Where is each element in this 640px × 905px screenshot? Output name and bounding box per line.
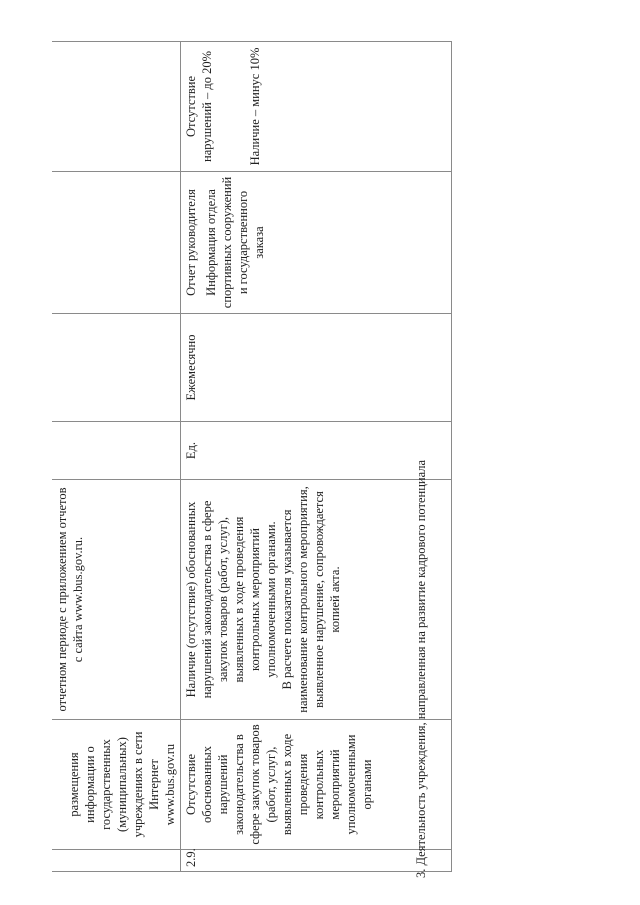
table-row-continuation — [52, 42, 180, 872]
cell-source — [180, 172, 451, 314]
cell-assessment — [180, 42, 451, 172]
cell-indicator-name: размещения информации о государственных (муниципальных) учреждениях в сети Интернет www.bus.gov.ru — [52, 720, 180, 850]
source-paragraph-1: Отчет руководителя — [183, 189, 198, 296]
cell-number: 2.9. — [180, 850, 451, 872]
cell-periodicity — [52, 314, 180, 422]
cell-assessment — [52, 42, 180, 172]
cell-periodicity: Ежемесячно — [180, 314, 451, 422]
indicators-table — [52, 41, 452, 872]
description-paragraph-1: Наличие (отсутствие) обоснованных нарушений законодательства в сфере закупок товаров (работ, услуг), выявленных в ходе проведения контрольных мероприятий уполномоченными органами. — [183, 500, 278, 699]
assessment-paragraph-2: Наличие – минус 10% — [248, 47, 263, 166]
cell-number — [52, 850, 180, 872]
source-paragraph-2: Информация отдела спортивных сооружений и государственного заказа — [203, 176, 266, 309]
cell-unit — [52, 422, 180, 480]
description-paragraph-2: В расчете показателя указывается наименование контрольного мероприятия, выявленное нарушение, сопровождается копией акта. — [279, 486, 342, 713]
table-row-2-9 — [180, 42, 451, 872]
cell-description: отчетном периоде с приложением отчетов с сайта www.bus.gov.ru. — [52, 480, 180, 720]
cell-description — [180, 480, 451, 720]
section-heading: 3. Деятельность учреждения, направленная на развитие кадрового потенциала — [414, 459, 428, 878]
cell-source — [52, 172, 180, 314]
rotated-table-container — [52, 42, 452, 872]
cell-indicator-name: Отсутствие обоснованных нарушений законодательства в сфере закупок товаров (работ, услуг), выявленных в ходе проведения контрольных мероприятий уполномоченными органами — [180, 720, 451, 850]
assessment-paragraph-1: Отсутствие нарушений – до 20% — [183, 51, 214, 162]
cell-unit: Ед. — [180, 422, 451, 480]
